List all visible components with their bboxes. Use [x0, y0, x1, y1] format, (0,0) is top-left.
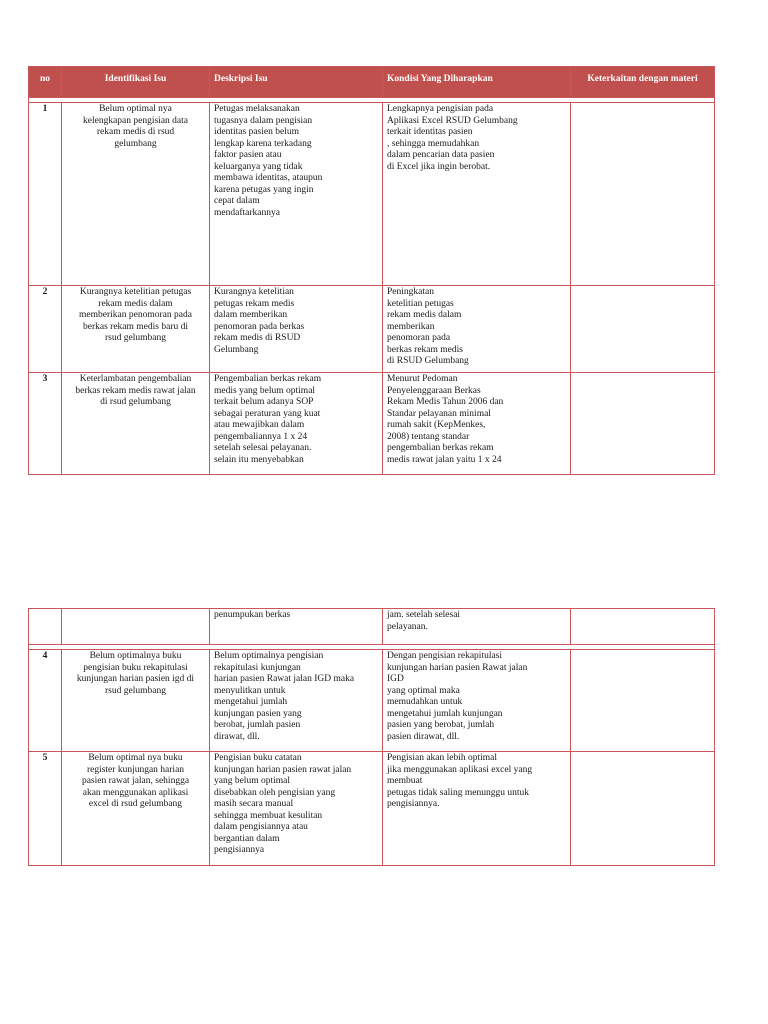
text-line: penumpukan berkas [214, 610, 291, 620]
text-line: pengembaliannya 1 x 24 [214, 431, 308, 442]
text-line: selain itu menyebabkan [214, 454, 304, 465]
text-line: Dengan pengisian rekapitulasi [387, 651, 503, 661]
material-relevance [571, 373, 715, 475]
text-line: keluarganya yang tidak [214, 161, 303, 172]
text-line: Standar pelayanan minimal [387, 408, 491, 419]
text-line: kelengkapan pengisian data [83, 115, 188, 126]
text-line: Belum optimalnya pengisian [214, 651, 324, 661]
text-line: Keterlambatan pengembalian [79, 374, 192, 384]
text-line: Aplikasi Excel RSUD Gelumbang [387, 115, 518, 126]
header-kondisi-diharapkan: Kondisi Yang Diharapkan [383, 67, 571, 98]
text-line: Petugas melaksanakan [214, 104, 300, 114]
text-line: dirawat, dll. [214, 731, 260, 742]
text-line: penomoran pada berkas [214, 321, 305, 332]
material-relevance [571, 650, 715, 752]
header-deskripsi-isu: Deskripsi Isu [210, 67, 383, 98]
text-line: gelumbang [114, 138, 157, 149]
text-line: berobat, jumlah pasien [214, 720, 301, 730]
text-line: di RSUD Gelumbang [387, 356, 469, 366]
issue-table-page-1 [28, 66, 715, 475]
text-line: Pengembalian berkas rekam [214, 374, 322, 384]
material-relevance [571, 103, 715, 286]
text-line: medis yang belum optimal [214, 385, 316, 396]
text-line: setelah selesai pelayanan. [214, 443, 312, 453]
text-line: kunjungan harian pasien igd di [76, 674, 195, 684]
text-line: petugas tidak saling menunggu untuk [387, 787, 529, 798]
table-row [29, 609, 715, 645]
text-line: akan menggunakan aplikasi [82, 787, 189, 798]
text-line: Peningkatan [387, 287, 434, 297]
text-line: dalam memberikan [214, 310, 288, 320]
text-line: Kurangnya ketelitian [214, 287, 294, 297]
text-line: rsud gelumbang [105, 333, 166, 343]
text-line: 2008) tentang standar [387, 431, 470, 442]
issue-description [210, 286, 383, 373]
expected-condition [383, 609, 571, 645]
text-line: berkas rekam medis rawat jalan [75, 385, 196, 396]
text-line: harian pasien Rawat jalan IGD maka [214, 674, 355, 684]
row-number: 3 [29, 373, 62, 475]
text-line: rekam medis dalam [98, 298, 173, 309]
header-no: no [29, 67, 62, 98]
text-line: ketelitian petugas [387, 298, 454, 309]
text-line: mengetahui jumlah kunjungan [387, 708, 503, 719]
row-number: 1 [29, 103, 62, 286]
text-line: di rsud gelumbang [100, 397, 171, 407]
material-relevance [571, 286, 715, 373]
text-line: medis rawat jalan yaitu 1 x 24 [387, 454, 502, 465]
text-line: lengkap karena terkadang [214, 138, 312, 149]
text-line: Menurut Pedoman [387, 374, 458, 384]
text-line: petugas rekam medis [214, 298, 295, 309]
material-relevance [571, 752, 715, 866]
text-line: jam. setelah selesai [387, 610, 461, 620]
text-line: membawa identitas, ataupun [214, 173, 323, 183]
text-line: karena petugas yang ingin [214, 184, 314, 195]
issue-description [210, 103, 383, 286]
text-line: Penyelenggaraan Berkas [387, 385, 481, 396]
text-line: kunjungan pasien yang [214, 708, 302, 719]
issue-identification [62, 650, 210, 752]
text-line: memberikan penomoran pada [79, 310, 192, 320]
text-line: mendaftarkannya [214, 207, 280, 218]
text-line: pasien yang berobat, jumlah [387, 720, 495, 730]
text-line: pengisiannya. [387, 799, 440, 809]
text-line: identitas pasien belum [214, 127, 299, 137]
header-keterkaitan-materi: Keterkaitan dengan materi [571, 67, 715, 98]
text-line: sebagai peraturan yang kuat [214, 408, 321, 419]
text-line: kunjungan harian pasien rawat jalan [214, 764, 352, 775]
text-line: berkas rekam medis baru di [83, 321, 188, 332]
text-line: rekam medis dalam [387, 310, 462, 320]
text-line: dalam pencarian data pasien [387, 150, 495, 160]
text-line: IGD [387, 674, 404, 684]
issue-identification [62, 752, 210, 866]
text-line: memudahkan untuk [387, 697, 463, 707]
issue-description [210, 609, 383, 645]
text-line: pengembalian berkas rekam [387, 443, 494, 453]
text-line: di Excel jika ingin berobat. [387, 161, 491, 172]
text-line: rekapitulasi kunjungan [214, 662, 301, 673]
text-line: tugasnya dalam pengisian [214, 115, 313, 126]
text-line: menyulitkan untuk [214, 685, 286, 696]
issue-identification [62, 103, 210, 286]
text-line: berkas rekam medis [387, 344, 463, 355]
text-line: kunjungan harian pasien Rawat jalan [387, 662, 528, 673]
expected-condition [383, 103, 571, 286]
text-line: terkait belum adanya SOP [214, 397, 314, 407]
expected-condition [383, 373, 571, 475]
issue-description [210, 752, 383, 866]
text-line: Kurangnya ketelitian petugas [79, 287, 192, 297]
issue-identification [62, 373, 210, 475]
text-line: Pengisian akan lebih optimal [387, 753, 498, 763]
text-line: atau mewajibkan dalam [214, 420, 305, 430]
text-line: excel di rsud gelumbang [88, 799, 183, 809]
material-relevance [571, 609, 715, 645]
table-row [29, 103, 715, 286]
text-line: cepat dalam [214, 196, 260, 206]
issue-table-page-2 [28, 608, 715, 866]
row-number: 5 [29, 752, 62, 866]
text-line: rekam medis di RSUD [214, 333, 301, 343]
text-line: penomoran pada [387, 333, 451, 343]
text-line: rekam medis di rsud [96, 127, 175, 137]
text-line: Belum optimal nya buku [88, 753, 183, 763]
row-number: 2 [29, 286, 62, 373]
text-line: Rekam Medis Tahun 2006 dan [387, 397, 504, 407]
text-line: membuat [387, 776, 423, 786]
text-line: jika menggunakan aplikasi excel yang [387, 764, 533, 775]
text-line: pengisian buku rekapitulasi [83, 662, 188, 673]
text-line: Gelumbang [214, 344, 259, 355]
row-number [29, 609, 62, 645]
table-row [29, 650, 715, 752]
table-row [29, 752, 715, 866]
header-identifikasi-isu: Identifikasi Isu [62, 67, 210, 98]
text-line: Pengisian buku catatan [214, 753, 302, 763]
text-line: rumah sakit (KepMenkes, [387, 420, 486, 430]
text-line: bergantian dalam [214, 833, 280, 844]
text-line: mengetahui jumlah [214, 697, 288, 707]
text-line: faktor pasien atau [214, 150, 282, 160]
expected-condition [383, 752, 571, 866]
text-line: yang optimal maka [387, 685, 460, 696]
row-number: 4 [29, 650, 62, 752]
table-row [29, 286, 715, 373]
text-line: dalam pengisiannya atau [214, 822, 308, 832]
text-line: pasien rawat jalan, sehingga [81, 776, 190, 786]
text-line: disebabkan oleh pengisian yang [214, 787, 336, 798]
text-line: Belum optimal nya [99, 104, 172, 114]
text-line: pasien dirawat, dll. [387, 731, 460, 742]
text-line: terkait identitas pasien [387, 127, 473, 137]
text-line: register kunjungan harian [86, 764, 185, 775]
text-line: masih secara manual [214, 799, 294, 809]
text-line: memberikan [387, 321, 435, 332]
expected-condition [383, 286, 571, 373]
text-line: Belum optimalnya buku [89, 651, 182, 661]
table-row [29, 373, 715, 475]
text-line: rsud gelumbang [105, 685, 166, 696]
issue-description [210, 373, 383, 475]
expected-condition [383, 650, 571, 752]
text-line: sehingga membuat kesulitan [214, 810, 323, 821]
text-line: , sehingga memudahkan [387, 138, 480, 149]
issue-description [210, 650, 383, 752]
issue-identification [62, 609, 210, 645]
text-line: pelayanan. [387, 621, 428, 632]
text-line: yang belum optimal [214, 776, 290, 786]
issue-identification [62, 286, 210, 373]
table-header-row [29, 67, 715, 98]
text-line: pengisiannya [214, 845, 265, 855]
text-line: Lengkapnya pengisian pada [387, 104, 494, 114]
